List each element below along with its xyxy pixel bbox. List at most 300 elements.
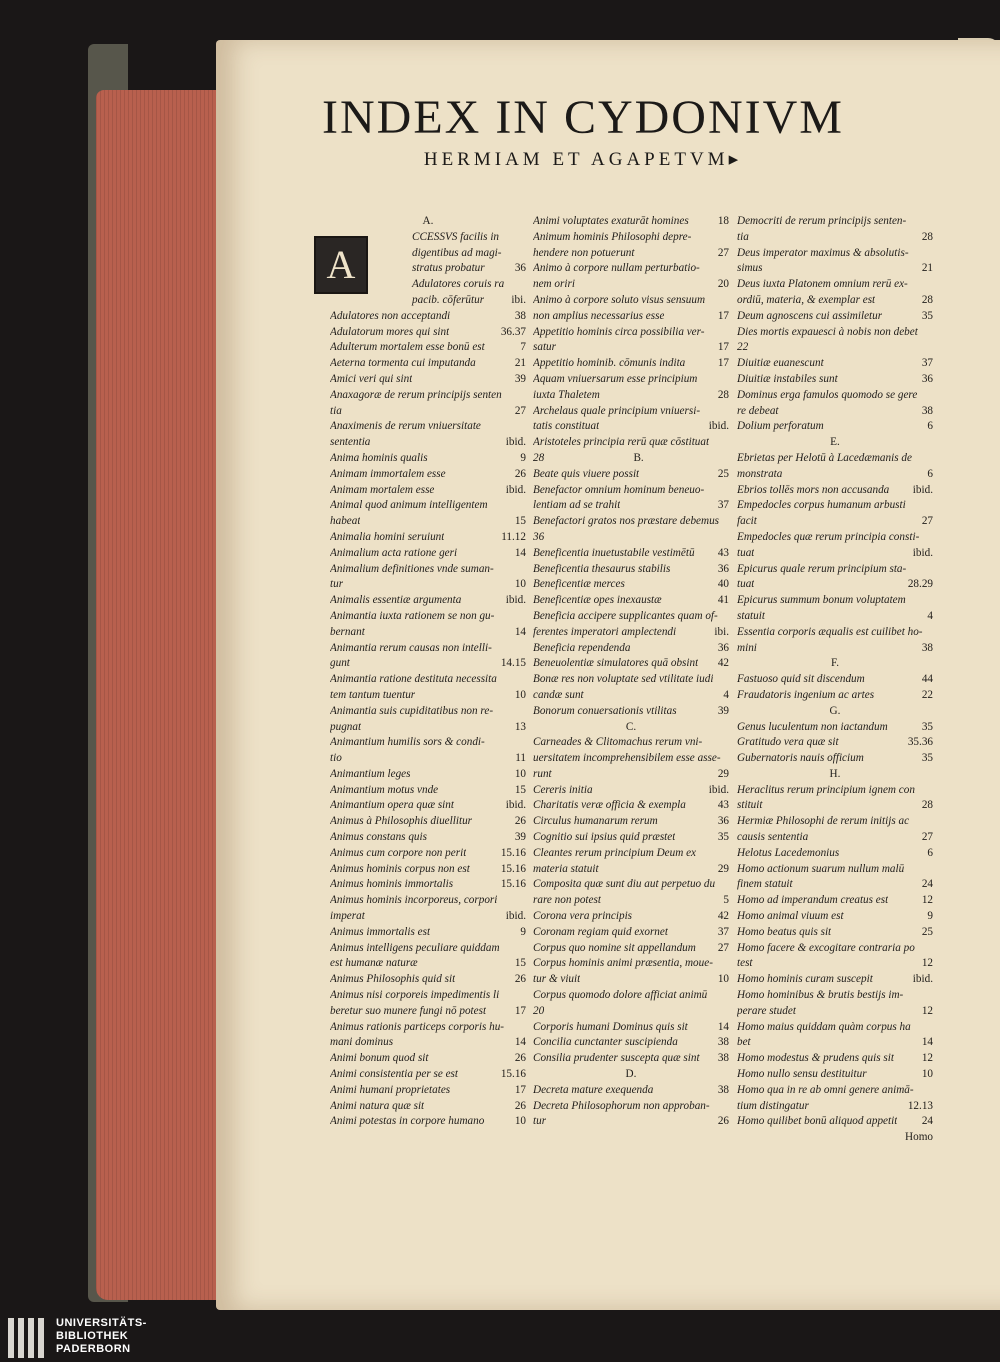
index-entry-page: 41: [717, 594, 729, 607]
index-entry: [737, 246, 933, 262]
index-entry-page: 22: [921, 688, 933, 701]
index-entry-text: Epicurus summum bonum voluptatem: [737, 594, 906, 607]
index-entry-text: bernant: [330, 625, 365, 638]
index-letter-heading: D.: [625, 1068, 637, 1081]
index-entry-page: [929, 783, 933, 799]
index-entry-text: pugnat: [330, 720, 362, 733]
index-entry: [533, 404, 729, 420]
index-entry-page: [725, 293, 729, 309]
index-entry-text: Cereris initia: [533, 783, 593, 796]
index-entry-text: tuat: [737, 546, 755, 559]
index-entry-text: simus: [737, 262, 763, 275]
index-entry: [737, 356, 933, 372]
index-entry-page: ibid.: [912, 973, 933, 986]
index-entry-page: [725, 230, 729, 246]
index-entry-text: Homo ad imperandum creatus est: [737, 894, 889, 907]
index-entry-page: 9: [927, 910, 933, 923]
index-entry-text: Animalium acta ratione geri: [330, 546, 458, 559]
index-entry-text: tium distingatur: [737, 1099, 809, 1112]
index-entry: [533, 798, 729, 814]
index-entry-text: Diuitiæ euanescunt: [737, 357, 824, 370]
index-entry-text: Animantia rerum causas non intelli-: [330, 641, 492, 654]
index-entry: [330, 1004, 526, 1020]
index-letter-heading: H.: [829, 767, 841, 780]
index-entry-page: [929, 814, 933, 830]
index-entry-page: [725, 735, 729, 751]
index-entry-page: 37: [921, 357, 933, 370]
index-entry-page: ibi.: [714, 625, 729, 638]
index-entry-page: 15: [514, 957, 526, 970]
index-entry-page: 25: [717, 467, 729, 480]
index-entry: [533, 688, 729, 704]
index-entry-text: Genus luculentum non iactandum: [737, 720, 888, 733]
index-entry-page: 4: [723, 688, 729, 701]
index-entry: [737, 1035, 933, 1051]
index-entry-text: Consilia prudenter suscepta quæ sint: [533, 1052, 700, 1065]
index-entry-page: 28.29: [907, 578, 933, 591]
index-entry-text: Animus immortalis est: [330, 925, 431, 938]
index-entry-page: 7: [520, 341, 526, 354]
index-entry-text: uersitatem incomprehensibilem esse asse-: [533, 752, 721, 765]
index-entry: [737, 688, 933, 704]
index-entry: [330, 356, 526, 372]
index-entry: [533, 388, 729, 404]
library-logo-mark: [8, 1318, 46, 1358]
index-entry-page: [929, 530, 933, 546]
index-entry-text: Homo nullo sensu destituitur: [737, 1068, 867, 1081]
index-entry: [737, 498, 933, 514]
index-entry: [533, 830, 729, 846]
index-entry-page: 26: [514, 815, 526, 828]
index-entry: [330, 956, 526, 972]
index-entry-page: 36: [514, 262, 526, 275]
index-entry-text: Homo facere & excogitare contraria po: [737, 941, 915, 954]
index-entry-text: tia: [330, 404, 342, 417]
index-entry-text: Animantia iuxta rationem se non gu-: [330, 609, 495, 622]
index-entry-page: [929, 498, 933, 514]
index-entry-page: [929, 246, 933, 262]
index-entry: [737, 467, 933, 483]
index-entry: [330, 340, 526, 356]
index-entry-text: Animal quod animum intelligentem: [330, 499, 488, 512]
index-entry: [533, 467, 729, 483]
index-entry-text: Bonæ res non voluptate sed vtilitate iudi: [533, 673, 714, 686]
index-entry-page: 14: [921, 1036, 933, 1049]
index-entry: [737, 1067, 933, 1083]
index-entry-page: ibid.: [505, 910, 526, 923]
index-entry: [330, 230, 526, 246]
index-entry: [330, 593, 526, 609]
index-entry-page: 10: [514, 688, 526, 701]
index-entry: [533, 293, 729, 309]
index-entry: [330, 546, 526, 562]
index-entry: [737, 593, 933, 609]
index-entry-text: Cleantes rerum principium Deum ex: [533, 846, 697, 859]
index-entry-text: Concilia cunctanter suscipienda: [533, 1036, 678, 1049]
index-entry-page: 27: [921, 515, 933, 528]
index-entry-page: ibid.: [912, 483, 933, 496]
index-entry-text: Cognitio sui ipsius quid præstet: [533, 831, 676, 844]
index-entry-page: 35: [921, 309, 933, 322]
index-entry-page: 43: [717, 546, 729, 559]
index-entry: [533, 277, 729, 293]
index-entry: [330, 925, 526, 941]
index-entry-text: Animo à corpore soluto visus sensuum: [533, 293, 706, 306]
index-entry-page: 35: [717, 831, 729, 844]
index-entry-page: 37: [717, 925, 729, 938]
index-entry: [330, 893, 526, 909]
index-entry-page: 44: [921, 673, 933, 686]
index-entry: [533, 1004, 729, 1020]
index-entry-page: 25: [921, 925, 933, 938]
index-entry: [330, 988, 526, 1004]
index-entry-page: [725, 751, 729, 767]
index-title: [228, 92, 938, 171]
index-entry: [737, 1051, 933, 1067]
index-entry-text: candæ sunt: [533, 688, 584, 701]
library-logo: [0, 1312, 200, 1362]
index-entry-text: Benefactori gratos nos præstare debemus: [533, 515, 720, 528]
index-entry-page: [522, 388, 526, 404]
index-entry-text: Gratitudo vera quæ sit: [737, 736, 839, 749]
index-entry-page: [522, 609, 526, 625]
index-entry: [533, 261, 729, 277]
index-entry: [330, 483, 526, 499]
index-entry-text: tem tantum tuentur: [330, 688, 416, 701]
index-entry-text: Animo à corpore nullam perturbatio-: [533, 262, 700, 275]
index-entry: [330, 656, 526, 672]
index-entry: [330, 514, 526, 530]
index-entry-page: [929, 988, 933, 1004]
index-entry-text: Animi voluptates exaturāt homines: [533, 215, 689, 227]
index-entry: [330, 830, 526, 846]
index-entry-text: Beneficentiæ opes inexaustæ: [533, 594, 662, 607]
index-entry: [737, 1083, 933, 1099]
index-entry: [737, 309, 933, 325]
index-entry: [330, 862, 526, 878]
index-entry-page: [522, 562, 526, 578]
index-entry: [330, 798, 526, 814]
library-name: [56, 1317, 147, 1356]
index-entry: [737, 893, 933, 909]
index-entry-page: [725, 325, 729, 341]
index-entry-text: tuat: [737, 578, 755, 591]
index-entry-text: Appetitio hominis circa possibilia ver-: [533, 325, 705, 338]
index-entry: [737, 988, 933, 1004]
index-entry-text: Beneficentiæ merces: [533, 578, 625, 591]
index-entry-text: Beneficia rependenda: [533, 641, 631, 654]
index-entry: [330, 1035, 526, 1051]
index-entry-text: Archelaus quale principium vniuersi-: [533, 404, 701, 417]
index-entry-text: Animus intelligens peculiare quiddam: [330, 941, 500, 954]
index-entry-text: Animalis essentiæ argumenta: [330, 594, 462, 607]
index-entry-text: Helotus Lacedemonius: [737, 846, 840, 859]
index-entry-text: Adulatores non acceptandi: [330, 309, 451, 322]
index-entry: [533, 530, 729, 546]
index-entry-text: Animi consistentia per se est: [330, 1068, 459, 1081]
index-entry-text: Dominus erga famulos quomodo se gere: [737, 388, 918, 401]
index-entry-text: Empedocles corpus humanum arbusti: [737, 499, 906, 512]
index-entry-page: ibid.: [708, 783, 729, 796]
index-entry: [533, 1051, 729, 1067]
index-entry-text: Anaximenis de rerum vniuersitate: [330, 420, 481, 433]
index-entry: [533, 877, 729, 893]
index-entry-page: 39: [717, 704, 729, 717]
index-entry: [533, 783, 729, 799]
index-entry-page: 20: [717, 278, 729, 291]
index-entry-text: mani dominus: [330, 1036, 394, 1049]
index-entry-text: Homo hominibus & brutis bestijs im-: [737, 989, 904, 1002]
index-entry-page: 6: [927, 846, 933, 859]
index-entry: [330, 1067, 526, 1083]
index-entry: [533, 656, 729, 672]
index-entry-text: bet: [737, 1036, 751, 1049]
index-entry-text: Decreta Philosophorum non approban-: [533, 1099, 710, 1112]
index-entry-text: Beneficentia thesaurus stabilis: [533, 562, 671, 575]
index-entry-page: 38: [921, 404, 933, 417]
index-entry: [330, 277, 526, 293]
index-entry: [330, 1099, 526, 1115]
index-entry: [533, 498, 729, 514]
index-entry-text: Animantium motus vnde: [330, 783, 439, 796]
index-entry-text: nem oriri: [533, 278, 575, 291]
index-entry-page: [725, 404, 729, 420]
index-entry-text: Hermiæ Philosophi de rerum initijs ac: [737, 815, 910, 828]
index-entry-page: [522, 230, 526, 246]
index-column-1: [330, 214, 526, 1130]
index-entry: [330, 293, 526, 309]
index-entry-page: Homo: [905, 1131, 933, 1144]
index-entry-text: Beneficia accipere supplicantes quam of-: [533, 609, 718, 622]
index-entry: [330, 846, 526, 862]
index-entry-page: [929, 1083, 933, 1099]
index-entry-page: 15: [514, 515, 526, 528]
index-entry: [533, 230, 729, 246]
index-letter-heading: A.: [422, 215, 434, 227]
index-entry-text: Animantia suis cupiditatibus non re-: [330, 704, 494, 717]
index-entry-text: Aristoteles principia rerū quæ cōstituat: [533, 436, 710, 449]
index-entry-text: ordiū, materia, & exemplar est: [737, 293, 876, 306]
index-entry-page: 14: [514, 546, 526, 559]
index-entry-page: 6: [927, 467, 933, 480]
index-entry-page: 26: [514, 1052, 526, 1065]
index-entry-text: tur: [533, 1115, 547, 1128]
index-entry: [330, 783, 526, 799]
index-entry: [330, 309, 526, 325]
index-entry: [533, 988, 729, 1004]
index-entry-text: Epicurus quale rerum principium sta-: [737, 562, 907, 575]
index-entry-text: Animalia homini seruiunt: [330, 530, 445, 543]
index-entry: [330, 972, 526, 988]
index-entry-page: 36: [717, 815, 729, 828]
index-entry: [737, 530, 933, 546]
index-entry-text: re debeat: [737, 404, 779, 417]
index-entry: [533, 514, 729, 530]
index-entry-text: Dies mortis expauesci à nobis non debet: [737, 325, 918, 338]
index-entry: [737, 625, 933, 641]
index-entry-page: 12.13: [907, 1099, 933, 1112]
index-entry: [737, 862, 933, 878]
index-entry-text: Animantia ratione destituta necessita: [330, 673, 497, 686]
index-entry-text: Circulus humanarum rerum: [533, 815, 658, 828]
index-entry: [533, 972, 729, 988]
index-entry-page: 13: [514, 720, 526, 733]
index-entry-page: [522, 735, 526, 751]
index-entry: [737, 230, 933, 246]
index-entry: [737, 340, 933, 356]
index-entry-text: gunt: [330, 657, 350, 670]
index-entry-text: Beneficentia inuetustabile vestimētū: [533, 546, 695, 559]
index-entry: [330, 467, 526, 483]
index-entry: [737, 1099, 933, 1115]
index-entry: [737, 846, 933, 862]
index-entry-page: 42: [717, 910, 729, 923]
index-entry-page: 38: [717, 1052, 729, 1065]
index-entry-text: digentibus ad magi-: [412, 246, 502, 259]
library-name-line3: PADERBORN: [56, 1343, 131, 1355]
title-main: INDEX IN CYDONIVM: [322, 91, 844, 144]
index-entry: [330, 498, 526, 514]
index-entry: [737, 261, 933, 277]
index-entry-page: [725, 1099, 729, 1115]
index-entry-text: monstrata: [737, 467, 783, 480]
index-entry: [737, 909, 933, 925]
index-entry: [533, 577, 729, 593]
index-entry-page: 36: [921, 372, 933, 385]
index-entry: [330, 609, 526, 625]
index-entry: [737, 546, 933, 562]
index-entry-page: 17: [514, 1004, 526, 1017]
index-entry: [533, 356, 729, 372]
index-entry-text: Deus iuxta Platonem omnium rerū ex-: [737, 278, 908, 291]
index-entry-text: Coronam regiam quid exornet: [533, 925, 668, 938]
index-entry: [330, 877, 526, 893]
index-entry: [533, 451, 729, 467]
index-entry-text: Homo beatus quis sit: [737, 925, 832, 938]
index-column-3: [737, 214, 933, 1146]
index-entry-text: lentiam ad se trahit: [533, 499, 621, 512]
index-entry-text: Animus à Philosophis diuellitur: [330, 815, 473, 828]
index-entry-page: 5: [723, 894, 729, 907]
index-entry-text: Animus hominis immortalis: [330, 878, 454, 891]
index-entry-page: ibid.: [505, 483, 526, 496]
index-entry-text: Homo maius quiddam quàm corpus ha: [737, 1020, 911, 1033]
index-entry-page: [929, 325, 933, 341]
index-entry-page: 27: [514, 404, 526, 417]
index-entry-page: 27: [717, 246, 729, 259]
index-entry-text: stratus probatur: [412, 262, 485, 275]
index-entry: [330, 435, 526, 451]
index-entry-page: 21: [514, 357, 526, 370]
index-entry-page: [929, 214, 933, 230]
index-letter-heading: F.: [830, 657, 840, 670]
index-entry: [330, 735, 526, 751]
index-entry-text: test: [737, 957, 753, 970]
index-entry-page: 12: [921, 1004, 933, 1017]
index-entry-page: [725, 672, 729, 688]
index-entry: [533, 704, 729, 720]
index-entry: [330, 419, 526, 435]
index-entry: [737, 814, 933, 830]
index-entry-text: Animus nisi corporeis impedimentis li: [330, 989, 500, 1002]
index-entry-page: 43: [717, 799, 729, 812]
index-entry: [330, 672, 526, 688]
index-entry-page: [929, 277, 933, 293]
index-entry-text: Beneuolentiæ simulatores quā obsint: [533, 657, 699, 670]
index-entry: [533, 641, 729, 657]
index-entry: [533, 1083, 729, 1099]
index-entry-page: 26: [514, 973, 526, 986]
index-entry-text: Dolium perforatum: [737, 420, 824, 433]
index-entry-text: Corporis humani Dominus quis sit: [533, 1020, 688, 1033]
index-entry-page: ibid.: [505, 436, 526, 449]
index-entry-text: stituit: [737, 799, 763, 812]
index-entry: [737, 609, 933, 625]
index-entry: [533, 419, 729, 435]
index-entry: [737, 404, 933, 420]
index-entry: [533, 814, 729, 830]
index-entry-page: [522, 941, 526, 957]
index-entry: [737, 783, 933, 799]
index-entry-text: statuit: [737, 609, 765, 622]
index-entry-text: Democriti de rerum principijs senten-: [737, 215, 907, 227]
index-entry-page: ibid.: [708, 420, 729, 433]
index-entry: [330, 909, 526, 925]
index-entry-page: 28: [921, 230, 933, 243]
index-entry-page: 17: [717, 357, 729, 370]
index-entry: [330, 1083, 526, 1099]
index-entry-page: 6: [927, 420, 933, 433]
index-entry-text: Appetitio hominib. cōmunis indita: [533, 357, 686, 370]
index-entry-text: Ebrietas per Helotū à Lacedæmanis de: [737, 451, 912, 464]
index-entry-page: 12: [921, 1052, 933, 1065]
index-entry-page: 35: [921, 752, 933, 765]
index-entry-page: [725, 372, 729, 388]
index-entry: [737, 798, 933, 814]
index-entry: [737, 877, 933, 893]
index-entry-text: Animus rationis particeps corporis hu-: [330, 1020, 505, 1033]
index-entry: [330, 530, 526, 546]
index-entry-text: sententia: [330, 436, 371, 449]
index-entry-page: 24: [921, 878, 933, 891]
index-entry-text: Deus imperator maximus & absolutis-: [737, 246, 909, 259]
index-entry-text: hendere non potuerunt: [533, 246, 635, 259]
index-entry-text: Carneades & Clitomachus rerum vni-: [533, 736, 703, 749]
index-entry-page: [522, 704, 526, 720]
index-entry-page: 38: [514, 309, 526, 322]
index-entry-text: facit: [737, 515, 757, 528]
index-entry: [330, 325, 526, 341]
index-entry-page: 11: [515, 752, 526, 765]
index-entry-text: Animus cum corpore non perit: [330, 846, 467, 859]
index-entry-text: Bonorum conuersationis vtilitas: [533, 704, 677, 717]
index-entry-text: Aquam vniuersarum esse principium: [533, 372, 698, 385]
dropcap-initial: A: [314, 236, 368, 294]
index-entry: [737, 388, 933, 404]
index-entry: [533, 309, 729, 325]
index-entry-text: Animi humani proprietates: [330, 1083, 451, 1096]
index-entry-page: [522, 1020, 526, 1036]
index-entry: [330, 941, 526, 957]
index-entry: [737, 277, 933, 293]
index-entry-text: tio: [330, 752, 342, 765]
index-entry-text: Benefactor omnium hominum beneuo-: [533, 483, 705, 496]
index-entry-text: Homo animal viuum est: [737, 910, 844, 923]
index-entry: [533, 625, 729, 641]
index-entry-page: 28: [921, 799, 933, 812]
index-entry-text: Essentia corporis æqualis est cuilibet ho-: [737, 625, 923, 638]
index-entry: [737, 325, 933, 341]
